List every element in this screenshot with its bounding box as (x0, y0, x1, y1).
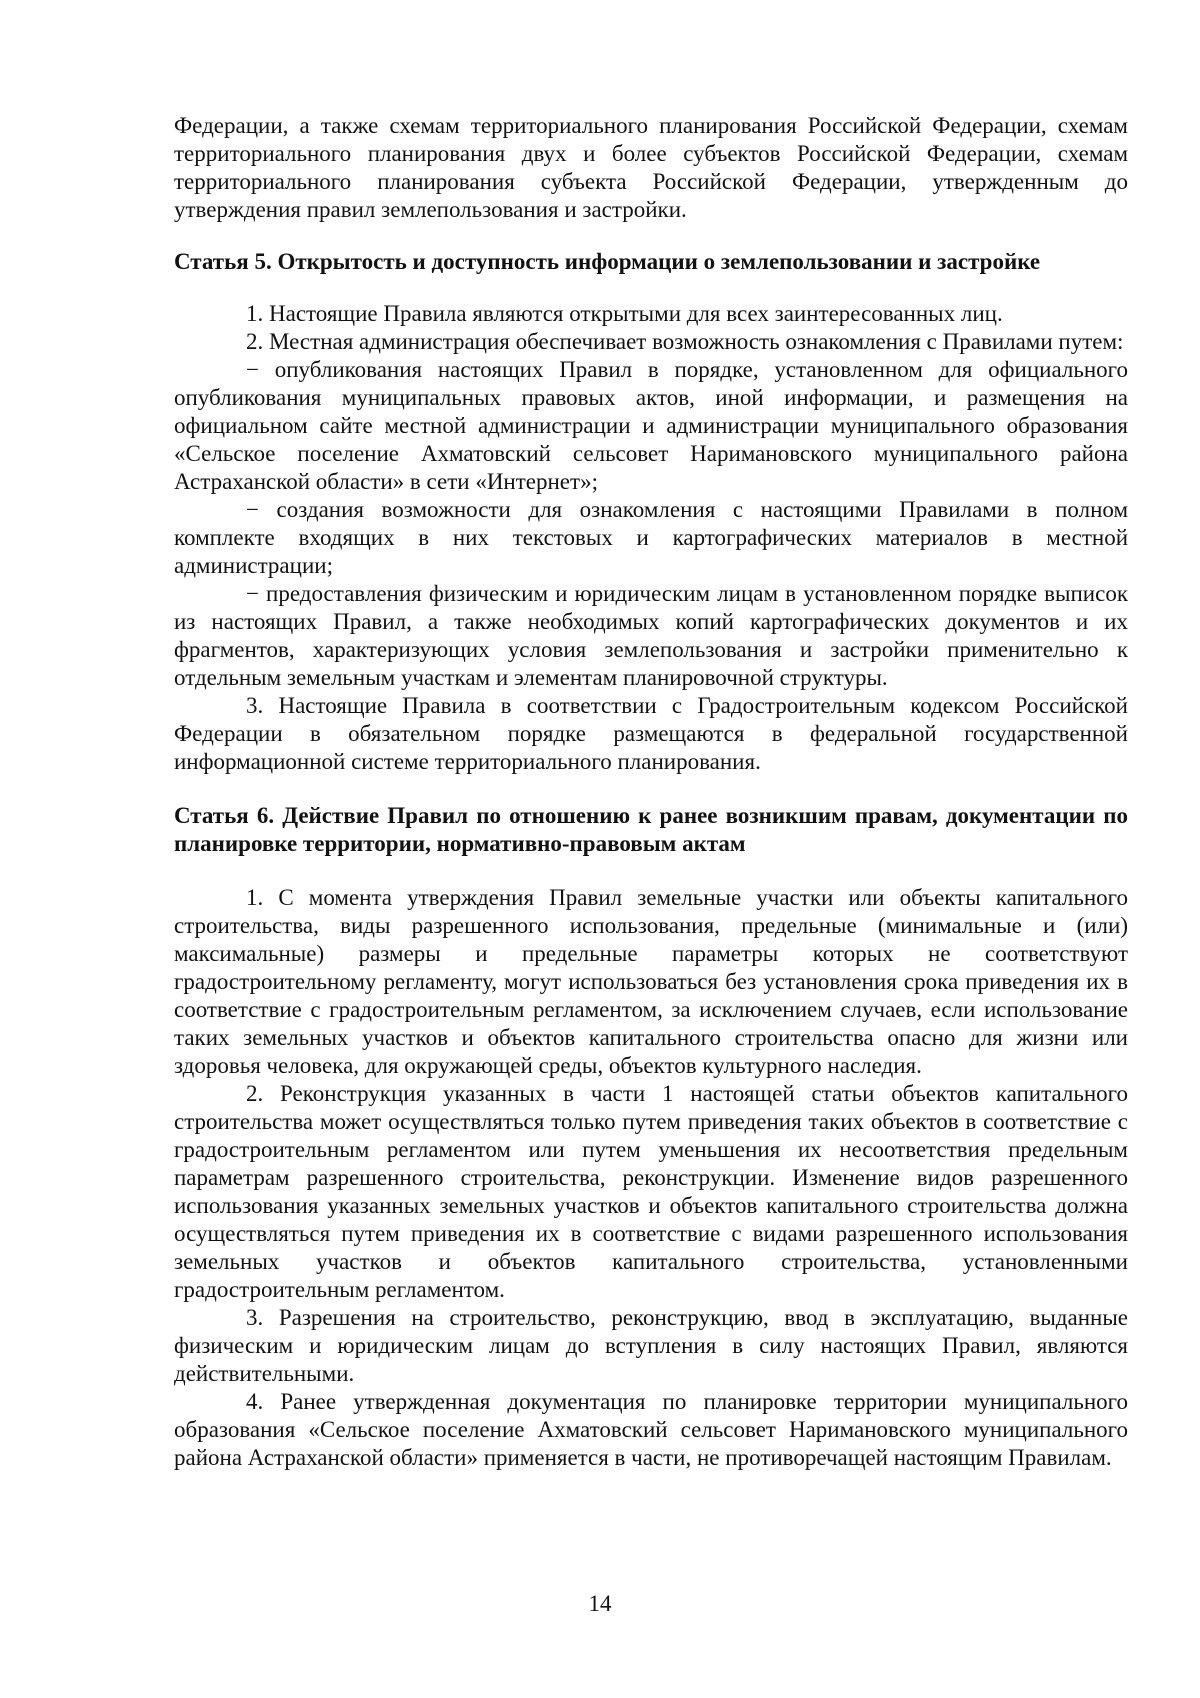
article-5-paragraph-1: 1. Настоящие Правила являются открытыми для всех заинтересованных лиц. (246, 301, 1003, 326)
article-6-paragraph-1: 1. С момента утверждения Правил земельные участки или объекты капитального строительства, виды разрешенного использования, предельные (минимальные и (или) максимальные) размеры и предельные параметры которых не соответствуют градостроительному регламенту, могут использоваться без установления срока приведения их в соответствие с градостроительным регламентом, за исключением случаев, если использование таких земельных участков и объектов капитального строительства опасно для жизни или здоровья человека, для окружающей среды, объектов культурного наследия. (174, 885, 1128, 1078)
article-5-list-item: − создания возможности для ознакомления с настоящими Правилами в полном комплекте входящих в них текстовых и картографических материалов в местной администрации; (174, 497, 1128, 578)
article-6-heading: Статья 6. Действие Правил по отношению к ранее возникшим правам, документации по планировке территории, нормативно-правовым актам (174, 803, 1128, 856)
article-5-paragraph-2: 2. Местная администрация обеспечивает возможность ознакомления с Правилами путем: (246, 329, 1124, 354)
article-6-paragraph-3: 3. Разрешения на строительство, реконструкцию, ввод в эксплуатацию, выданные физическим и юридическим лицам до вступления в силу настоящих Правил, являются действительными. (174, 1305, 1128, 1386)
article-6-paragraph-4: 4. Ранее утвержденная документация по планировке территории муниципального образования «Сельское поселение Ахматовский сельсовет Наримановского муниципального района Астраханской области» применяется в части, не противоречащей настоящим Правилам. (174, 1389, 1128, 1470)
document-page (174, 112, 1128, 1472)
page-number: 14 (588, 1591, 612, 1616)
article-5-list-item: − опубликования настоящих Правил в порядке, установленном для официального опубликования муниципальных правовых актов, иной информации, и размещения на официальном сайте местной администрации и администрации муниципального образования «Сельское поселение Ахматовский сельсовет Наримановского муниципального района Астраханской области» в сети «Интернет»; (174, 357, 1128, 494)
article-5-list-item: − предоставления физическим и юридическим лицам в установленном порядке выписок из настоящих Правил, а также необходимых копий картографических документов и их фрагментов, характеризующих условия землепользования и застройки применительно к отдельным земельным участкам и элементам планировочной структуры. (174, 581, 1128, 690)
article-6-paragraph-2: 2. Реконструкция указанных в части 1 настоящей статьи объектов капитального строительства может осуществляться только путем приведения таких объектов в соответствие с градостроительным регламентом или путем уменьшения их несоответствия предельным параметрам разрешенного строительства, реконструкции. Изменение видов разрешенного использования указанных земельных участков и объектов капитального строительства должна осуществляться путем приведения их в соответствие с видами разрешенного использования земельных участков и объектов капитального строительства, установленными градостроительным регламентом. (174, 1081, 1128, 1302)
intro-paragraph: Федерации, а также схемам территориального планирования Российской Федерации, схемам территориального планирования двух и более субъектов Российской Федерации, схемам территориального планирования субъекта Российской Федерации, утвержденным до утверждения правил землепользования и застройки. (174, 113, 1128, 222)
article-5-heading: Статья 5. Открытость и доступность информации о землепользовании и застройке (174, 249, 1041, 274)
article-5-paragraph-3: 3. Настоящие Правила в соответствии с Градостроительным кодексом Российской Федерации в обязательном порядке размещаются в федеральной государственной информационной системе территориального планирования. (174, 693, 1128, 774)
